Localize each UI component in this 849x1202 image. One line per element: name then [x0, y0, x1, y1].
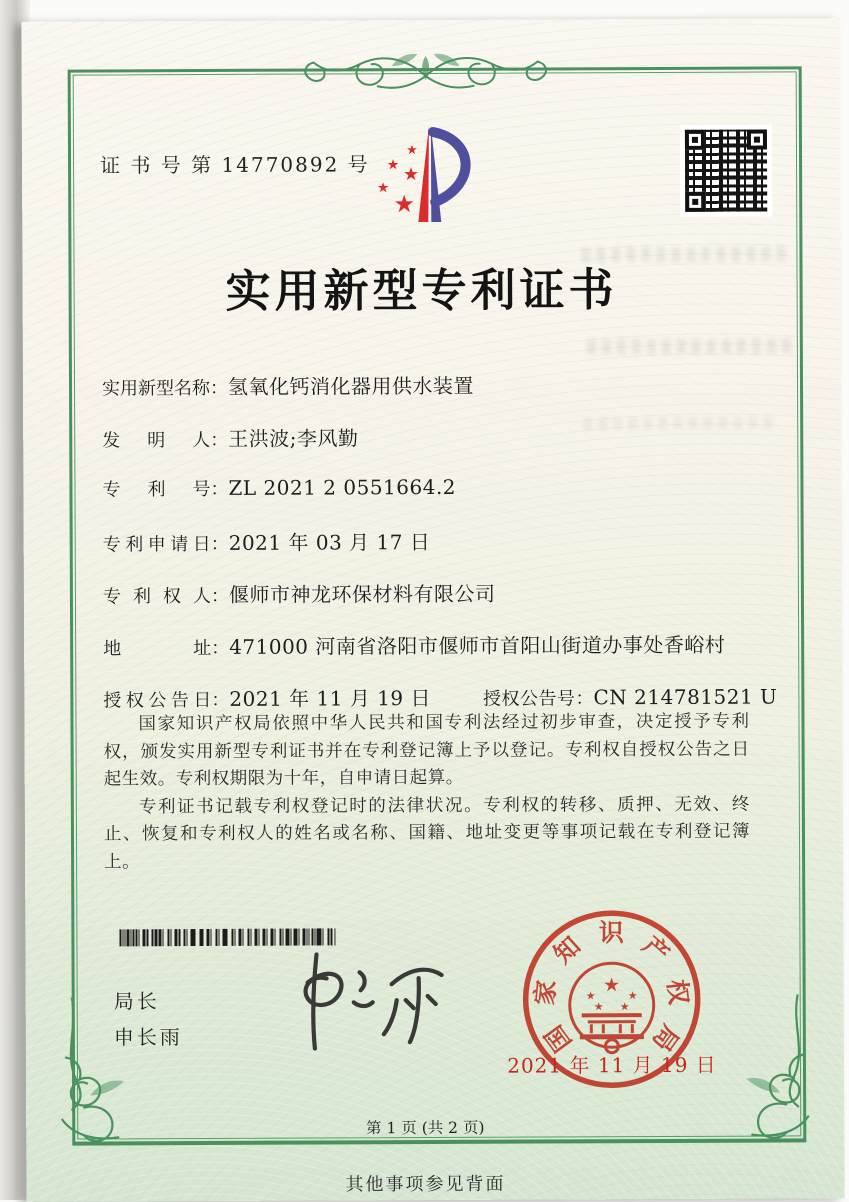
star-icon: ★: [386, 157, 400, 174]
legal-text-block: [103, 709, 750, 877]
field-value: 偃师市神龙环保材料有限公司: [228, 581, 496, 607]
field-row-address: [103, 629, 725, 661]
star-icon: ★: [376, 180, 390, 197]
field-value: 王洪波;李风勤: [228, 426, 359, 451]
page-indicator: 第 1 页 (共 2 页): [365, 1118, 485, 1138]
certificate-page: [21, 18, 844, 1202]
certificate-title: 实用新型专利证书: [225, 263, 618, 318]
field-row-patent-name: [102, 370, 474, 401]
field-value: CN 214781521 U: [593, 684, 778, 710]
back-side-note: 其他事项参见背面: [345, 1173, 506, 1196]
director-title: 局长: [113, 989, 160, 1014]
star-icon: ★: [585, 989, 596, 1003]
qr-finder-pattern: [685, 192, 705, 212]
field-row-inventor: [102, 422, 358, 452]
field-value: 氢氧化钙消化器用供水装置: [227, 373, 475, 399]
field-label: 专利权人: [102, 585, 211, 608]
field-colon: ：: [211, 637, 230, 659]
field-colon: ：: [210, 533, 229, 555]
seal-char: 知: [547, 930, 586, 970]
ghost-text-smudge: [587, 338, 797, 354]
seal-date: 2021 年 11 月 19 日: [507, 1052, 717, 1078]
field-value: 2021 年 11 月 19 日: [229, 686, 432, 711]
legal-paragraph-2: 专利证书记载专利权登记时的法律状况。专利权的转移、质押、无效、终止、恢复和专利权人的姓名或名称、国籍、地址变更等事项记载在专利登记簿上。: [103, 794, 751, 872]
star-icon: ★: [393, 190, 416, 219]
star-icon: ★: [627, 989, 638, 1003]
field-row-patentee: [103, 578, 496, 609]
ghost-text-smudge: [583, 417, 773, 431]
certificate-number: 证 书 号 第 14770892 号: [100, 152, 370, 178]
field-label: 授权公告号: [482, 688, 576, 710]
logo-red-wedge: [418, 126, 429, 222]
field-colon: ：: [211, 689, 230, 711]
star-icon: ★: [406, 143, 418, 159]
director-signature: [255, 948, 460, 1057]
field-row-patent-number: [102, 474, 456, 502]
seal-char: 家: [529, 978, 562, 1007]
field-row-filing-date: [103, 526, 431, 556]
barcode: [119, 928, 335, 946]
seal-char: 局: [646, 1019, 685, 1057]
cnipa-logo-icon: [372, 122, 507, 243]
field-value: ZL 2021 2 0551664.2: [228, 474, 457, 500]
legal-paragraph-1: 国家知识产权局依照中华人民共和国专利法经过初步审查，决定授予专利权，颁发实用新型专利证书并在专利登记簿上予以登记。专利权自授权公告之日起生效。专利权期限为十年，自申请日起算。: [103, 711, 750, 790]
field-colon: ：: [210, 429, 229, 451]
field-value: 471000 河南省洛阳市偃师市首阳山街道办事处香峪村: [229, 632, 726, 659]
field-label: 专利号: [102, 478, 211, 501]
field-colon: ：: [210, 585, 229, 607]
seal-char: 产: [636, 930, 675, 969]
top-center-flourish-icon: [296, 45, 556, 102]
field-value: 2021 年 03 月 17 日: [228, 530, 431, 555]
seal-char: 识: [598, 918, 624, 948]
qr-code: [680, 125, 772, 217]
field-label: 发明人: [102, 429, 211, 452]
field-colon: ：: [209, 377, 229, 399]
star-icon: ★: [593, 1000, 604, 1014]
seal-char: 权: [662, 977, 694, 1006]
field-colon: ：: [575, 688, 594, 710]
star-icon: ★: [619, 1000, 630, 1014]
field-row-grant: [103, 680, 777, 712]
national-emblem-icon: [570, 963, 654, 1053]
logo-blue-wedge: [431, 126, 441, 222]
field-label: 实用新型名称: [101, 377, 211, 400]
field-colon: ：: [210, 478, 229, 500]
seal-char: 国: [538, 1019, 578, 1058]
qr-finder-pattern: [685, 130, 705, 150]
director-name: 申长雨: [113, 1025, 183, 1050]
field-label: 专利申请日: [102, 533, 211, 556]
star-icon: ★: [402, 164, 420, 186]
star-icon: ★: [603, 974, 621, 997]
qr-finder-pattern: [747, 130, 767, 150]
field-label: 授权公告日: [103, 689, 212, 712]
field-label: 地址: [103, 637, 212, 660]
